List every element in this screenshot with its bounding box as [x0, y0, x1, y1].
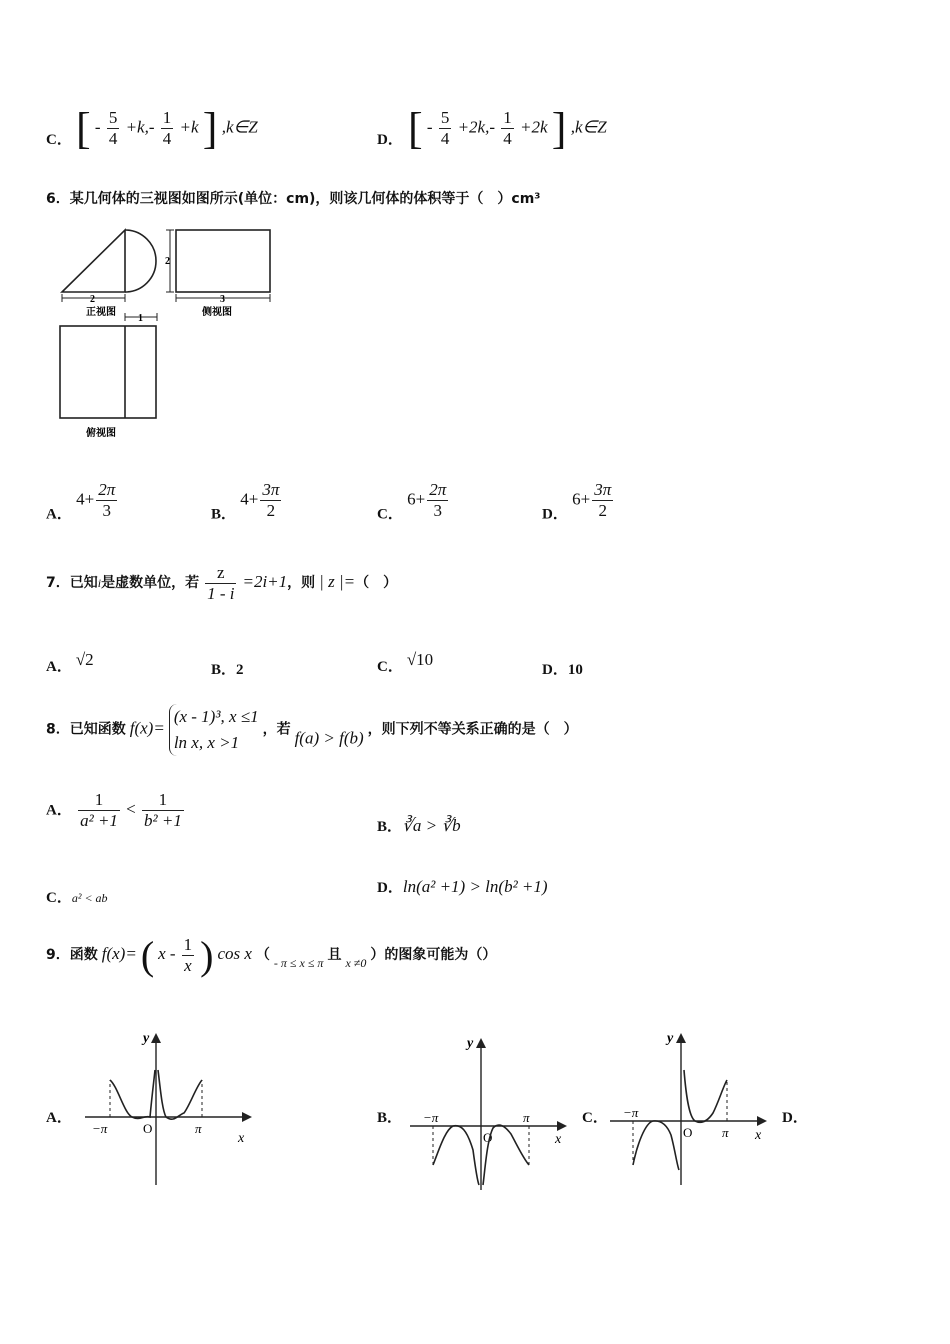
q7-stem: 7．已知i是虚数单位，若 $\frac{z}{1 - i}$ =2i+1，则 | z |=（ ）: [46, 563, 398, 603]
dim-front-width: 2: [90, 294, 95, 305]
svg-text:−π: −π: [623, 1105, 639, 1120]
q8-stem: 8．已知函数 f(x)= (x - 1)³, x ≤1 ln x, x >1 ，若 f(a) > f(b) ，则下列不等关系正确的是（ ）: [46, 704, 578, 756]
q9-stem: 9．函数 f(x)= ( x - $\frac{1}{x}$ ) cos x （ $_{- \pi \le x \le \pi}$ 且 $_{x \ne 0}$ ）的图象可能为（）: [46, 933, 497, 978]
svg-text:y: y: [667, 1031, 674, 1046]
q9-graph-b: [405, 1030, 580, 1195]
svg-text:y: y: [467, 1036, 474, 1051]
svg-text:−π: −π: [423, 1110, 439, 1125]
q9-graph-a: [80, 1025, 260, 1190]
front-view-semicircle: [125, 230, 156, 292]
front-view-label: 正视图: [86, 307, 116, 318]
svg-text:O: O: [483, 1130, 493, 1145]
dim-arc: 1: [138, 313, 143, 324]
q7-option-d: D．10: [542, 662, 583, 678]
q5-option-d: [ - $\frac{5}{4}$ +2k,- $\frac{1}{4}$ +2k ] ,k∈Z: [408, 104, 607, 153]
svg-text:−π: −π: [92, 1121, 108, 1136]
svg-text:O: O: [683, 1125, 693, 1140]
q6-three-view-figure: [50, 222, 290, 444]
svg-text:y: y: [143, 1031, 150, 1046]
q8-option-c: C．a² < ab: [46, 890, 108, 906]
svg-text:O: O: [143, 1121, 153, 1136]
q6-option-c: C． 6+ $\frac{2\pi}{3}$: [377, 480, 447, 523]
q9-option-a-label: A．: [46, 1110, 72, 1126]
svg-text:π: π: [195, 1121, 202, 1136]
svg-text:π: π: [722, 1125, 729, 1140]
q6-option-b: B． 4+ $\frac{3\pi}{2}$: [211, 480, 280, 523]
svg-text:π: π: [523, 1110, 530, 1125]
q7-option-a: A． √2: [46, 650, 94, 675]
dim-side-width: 3: [220, 294, 225, 305]
q6-option-d: D． 6+ $\frac{3\pi}{2}$: [542, 480, 612, 523]
q5-option-c-label: C．: [46, 132, 72, 148]
q9-graph-c: [605, 1025, 780, 1190]
q9-option-d-label: D．: [782, 1110, 808, 1126]
q8-option-d: D．ln(a² +1) > ln(b² +1): [377, 877, 548, 896]
q8-option-a: A． $\frac{1}{\text{a² +1}}$ < $\frac{1}{\text{b² +1}}$: [46, 790, 182, 830]
q6-stem: 6．某几何体的三视图如图所示(单位：cm)，则该几何体的体积等于（ ）cm³: [46, 191, 541, 207]
q9-option-b-label: B．: [377, 1110, 403, 1126]
q5-option-c: [ - $\frac{5}{4}$ +k,- $\frac{1}{4}$ +k ] ,k∈Z: [76, 104, 258, 153]
svg-text:x: x: [755, 1128, 762, 1143]
side-view-rect: [176, 230, 270, 292]
svg-text:x: x: [555, 1132, 562, 1147]
svg-text:x: x: [238, 1131, 245, 1146]
top-view-rect: [60, 326, 156, 418]
q8-option-b: B．∛a > ∛b: [377, 816, 461, 835]
q5-option-d-label: D．: [377, 132, 403, 148]
front-view-triangle: [62, 230, 125, 292]
top-view-label: 俯视图: [86, 428, 116, 439]
q7-option-c: C． √10: [377, 650, 434, 675]
q6-option-a: A． 4+ $\frac{2\pi}{3}$: [46, 480, 116, 523]
q7-option-b: B．2: [211, 662, 244, 678]
dim-height: 2: [165, 256, 170, 267]
q9-option-c-label: C．: [582, 1110, 608, 1126]
side-view-label: 侧视图: [202, 307, 232, 318]
